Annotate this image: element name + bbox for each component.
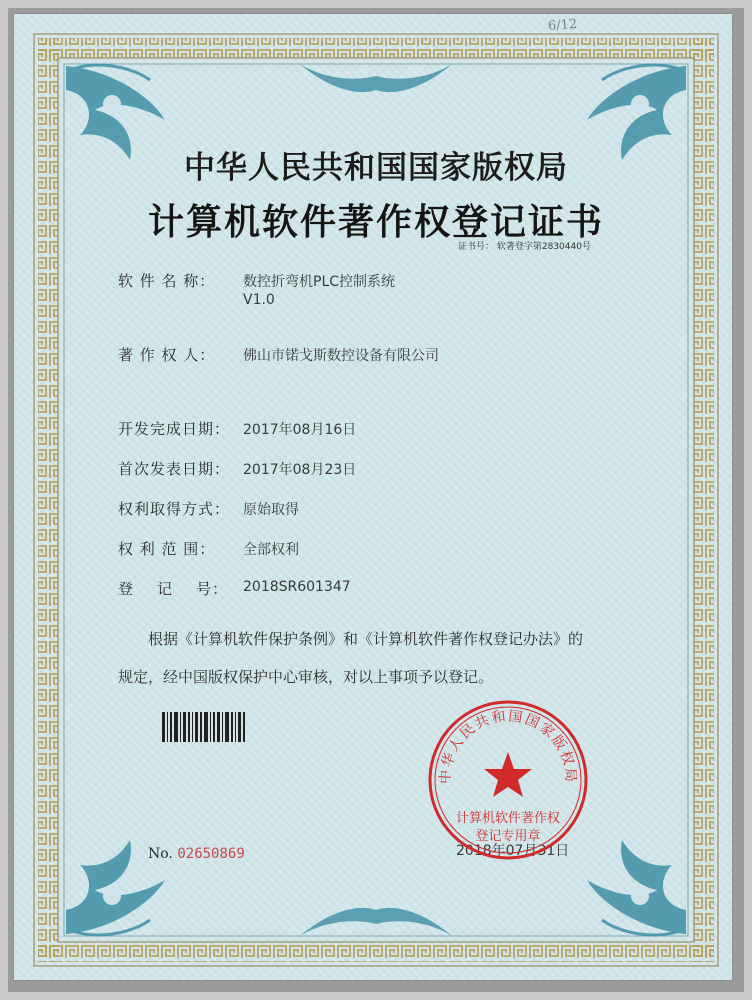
- seal-line-2: 登记专用章: [475, 829, 541, 844]
- seal-star-icon: [484, 752, 532, 797]
- statement-line-2: 规定，经中国版权保护中心审核，对以上事项予以登记。: [118, 668, 494, 686]
- serial-prefix: No.: [148, 846, 173, 862]
- serial-value: 02650869: [177, 846, 245, 862]
- corner-ornament-bottom-right: [587, 840, 686, 935]
- rights-scope-value: 全部权利: [243, 542, 299, 558]
- certificate-number: 证书号： 软著登字第2830440号: [458, 242, 591, 252]
- handwritten-note: 6/12: [547, 16, 578, 35]
- serial-number: [148, 846, 245, 862]
- issuer-title: 中华人民共和国国家版权局: [184, 150, 568, 186]
- statement-line-1: 根据《计算机软件保护条例》和《计算机软件著作权登记办法》的: [148, 630, 584, 648]
- completion-date-value: 2017年08月16日: [243, 422, 357, 438]
- software-version-value: V1.0: [243, 292, 275, 308]
- software-name-value: 数控折弯机PLC控制系统: [243, 274, 396, 290]
- completion-date-label: 开发完成日期：: [118, 420, 231, 438]
- publish-date-label: 首次发表日期：: [118, 460, 231, 478]
- seal-arc-text: 中华人民共和国国家版权局: [437, 708, 579, 785]
- top-center-ornament: [300, 64, 452, 92]
- barcode: [162, 712, 248, 742]
- registration-number-value: 2018SR601347: [243, 579, 351, 595]
- rights-scope-label: 权 利 范 围：: [118, 540, 216, 558]
- issue-date: 2018年07月31日: [456, 843, 570, 859]
- bottom-center-ornament: [300, 908, 452, 936]
- publish-date-value: 2017年08月23日: [243, 462, 357, 478]
- seal-line-1: 计算机软件著作权: [455, 811, 561, 826]
- copyright-owner-value: 佛山市锘戈斯数控设备有限公司: [243, 348, 439, 364]
- copyright-owner-label: 著 作 权 人：: [118, 346, 216, 364]
- official-seal: [426, 698, 590, 862]
- acquisition-method-label: 权利取得方式：: [118, 500, 231, 518]
- software-name-label: 软 件 名 称：: [118, 272, 216, 290]
- registration-number-label: 登 记 号：: [118, 580, 229, 598]
- acquisition-method-value: 原始取得: [243, 502, 299, 518]
- certificate-title: 计算机软件著作权登记证书: [147, 201, 604, 243]
